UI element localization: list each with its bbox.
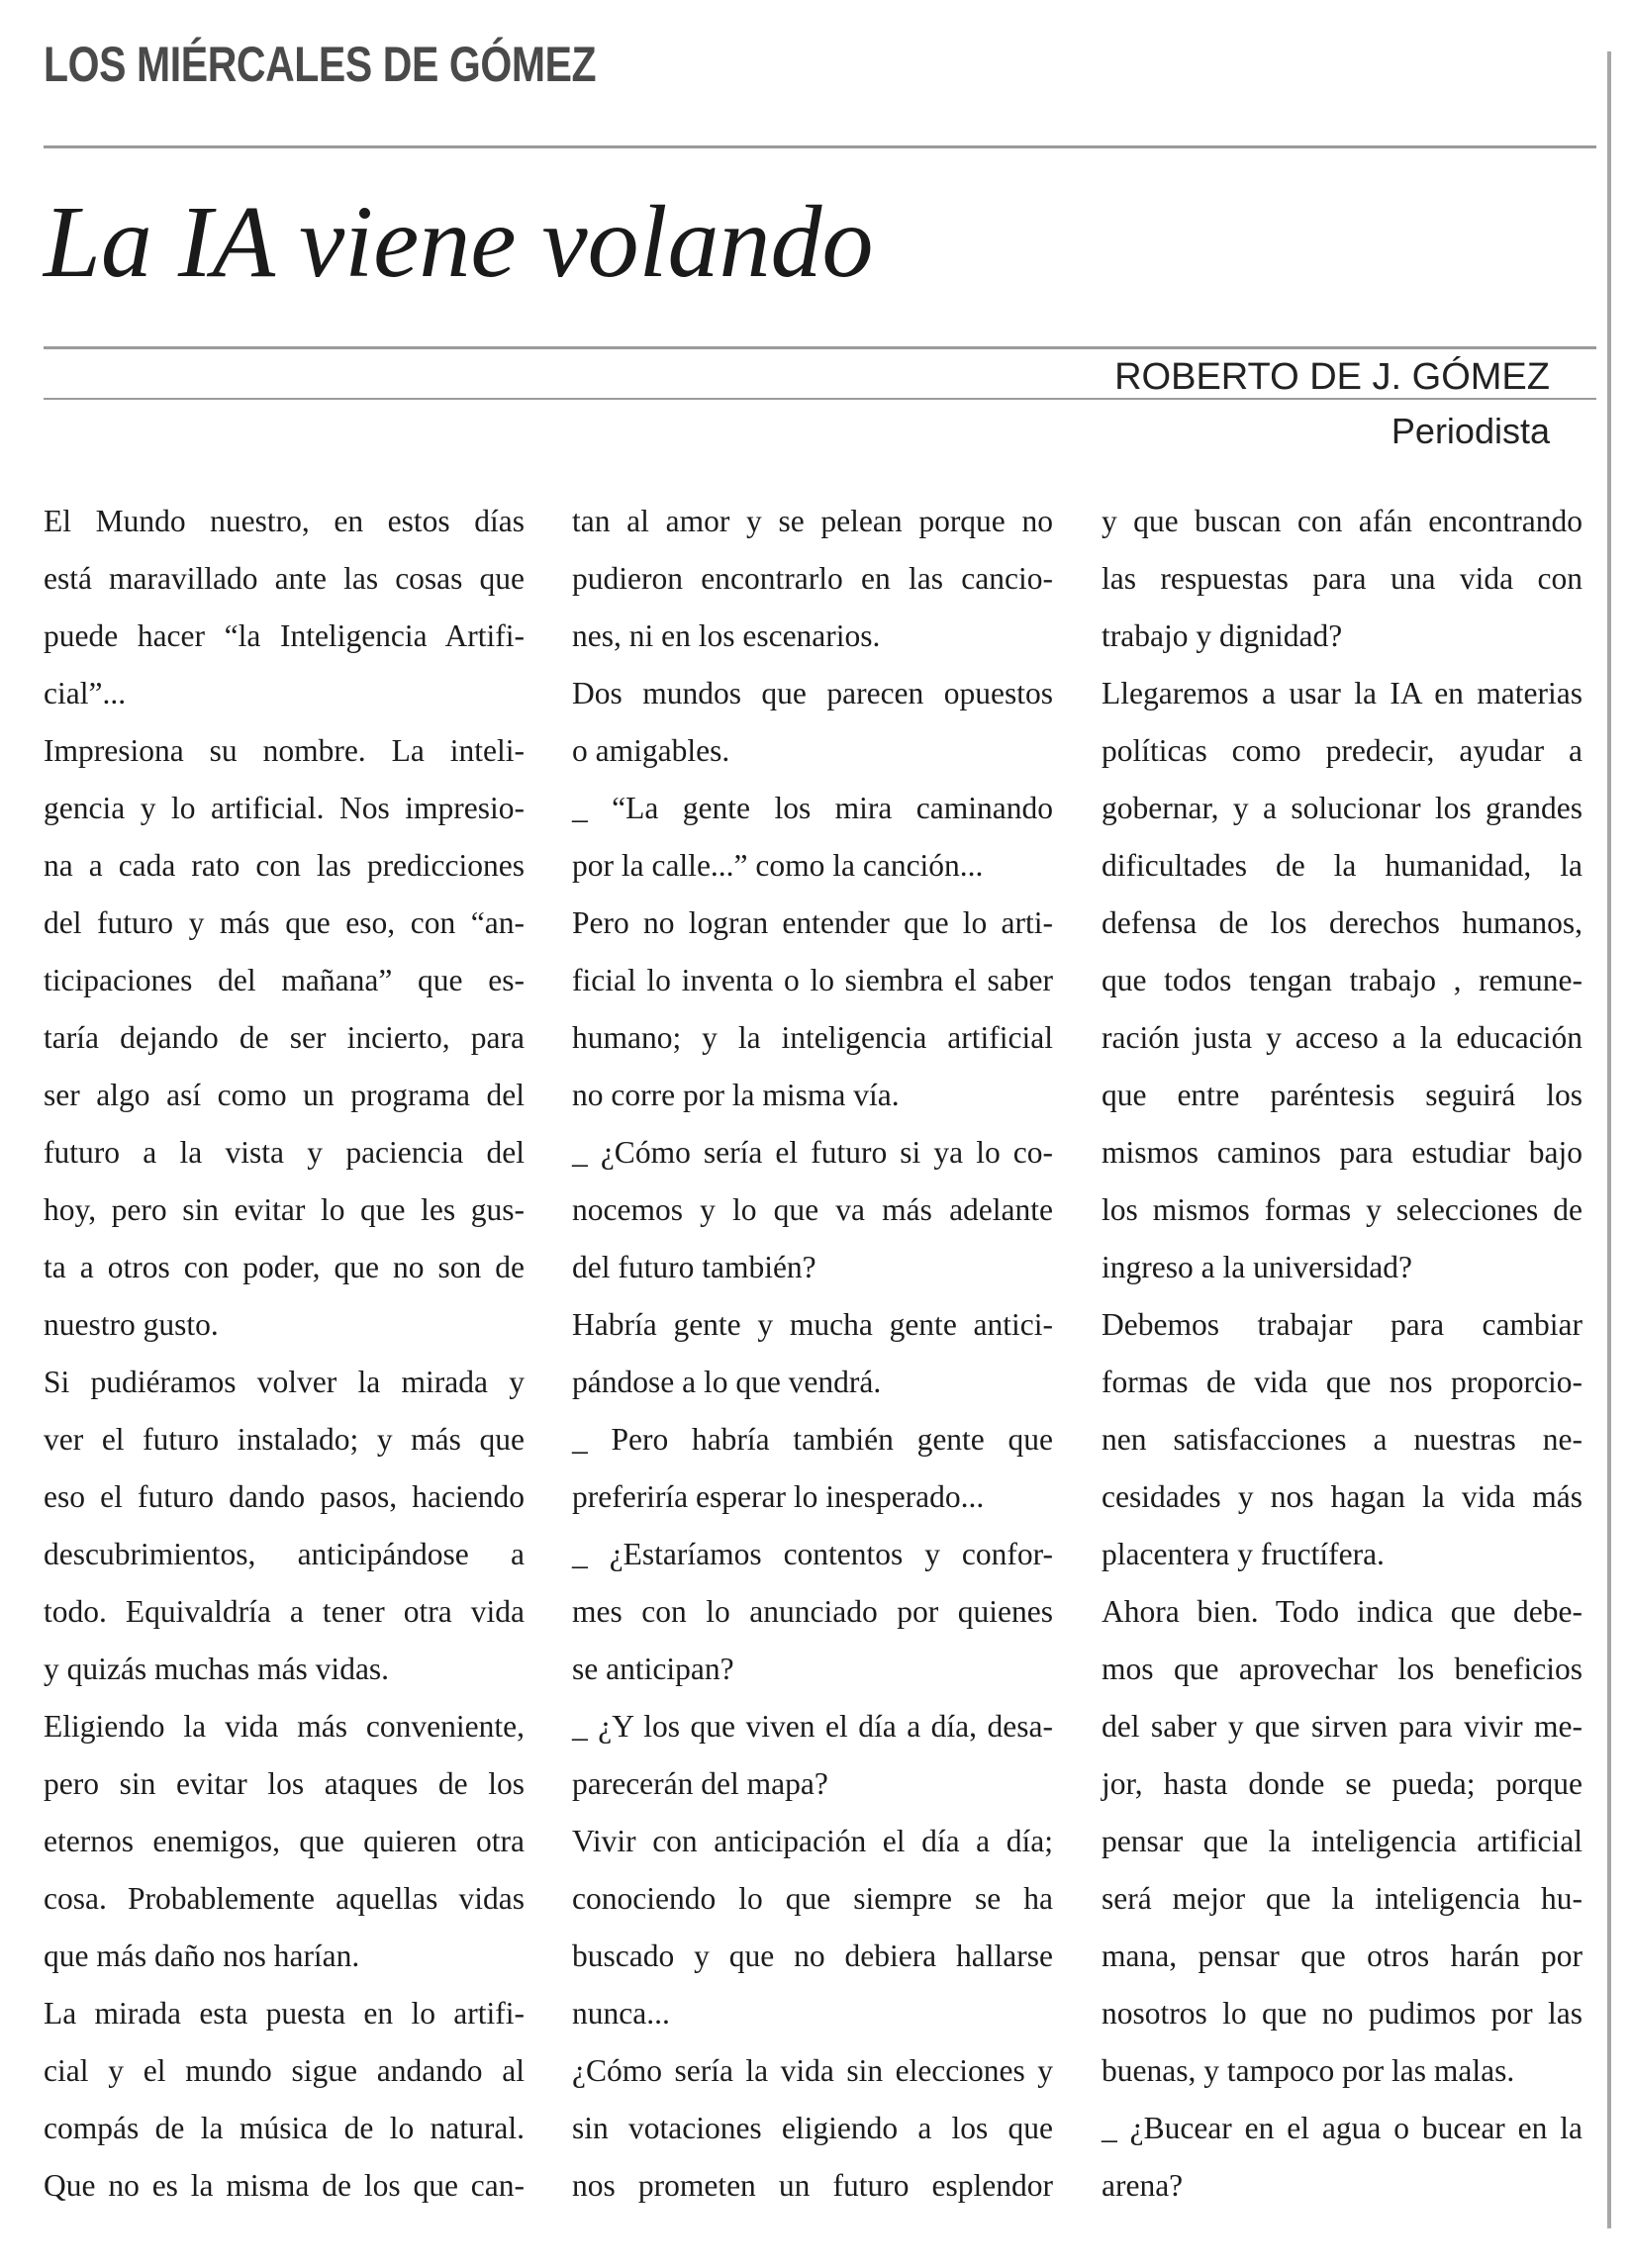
- article-text-line: ración justa y acceso a la educación: [1102, 1020, 1583, 1055]
- article-text-line: mes con lo anunciado por quienes: [572, 1594, 1053, 1629]
- article-text-line: Pero no logran entender que lo arti-: [572, 905, 1053, 940]
- article-text-line: cial y el mundo sigue andando al: [44, 2053, 525, 2088]
- article-text-line: Si pudiéramos volver la mirada y: [44, 1365, 525, 1399]
- article-text-line: tan al amor y se pelean porque no: [572, 504, 1053, 538]
- article-text-line: será mejor que la inteligencia hu-: [1102, 1881, 1583, 1916]
- article-text-line: eternos enemigos, que quieren otra: [44, 1824, 525, 1858]
- article-text-line: está maravillado ante las cosas que: [44, 561, 525, 596]
- article-text-line: ¿Cómo sería la vida sin elecciones y: [572, 2053, 1053, 2088]
- article-text-line: las respuestas para una vida con: [1102, 561, 1583, 596]
- article-text-line: cesidades y nos hagan la vida más: [1102, 1479, 1583, 1514]
- article-text-line: parecerán del mapa?: [572, 1766, 828, 1801]
- article-text-line: pudieron encontrarlo en las cancio-: [572, 561, 1053, 596]
- article-text-line: humano; y la inteligencia artificial: [572, 1020, 1053, 1055]
- author-name: ROBERTO DE J. GÓMEZ: [1114, 356, 1550, 398]
- article-text-line: nunca...: [572, 1996, 670, 2031]
- article-text-line: no corre por la misma vía.: [572, 1078, 900, 1112]
- article-text-line: mana, pensar que otros harán por: [1102, 1938, 1583, 1973]
- article-text-line: arena?: [1102, 2168, 1184, 2203]
- article-text-line: El Mundo nuestro, en estos días: [44, 504, 525, 538]
- article-text-line: Que no es la misma de los que can-: [44, 2168, 525, 2203]
- article-text-line: eso el futuro dando pasos, haciendo: [44, 1479, 525, 1514]
- article-column-2: [572, 493, 1053, 2215]
- article-text-line: Vivir con anticipación el día a día;: [572, 1824, 1053, 1858]
- article-text-line: nes, ni en los escenarios.: [572, 618, 881, 653]
- article-text-line: nosotros lo que no pudimos por las: [1102, 1996, 1583, 2031]
- headline: La IA viene volando: [44, 185, 874, 299]
- article-text-line: na a cada rato con las predicciones: [44, 848, 525, 883]
- article-text-line: que todos tengan trabajo , remune-: [1102, 963, 1583, 997]
- article-text-line: _ ¿Y los que viven el día a día, desa-: [572, 1709, 1053, 1744]
- article-text-line: _ ¿Bucear en el agua o bucear en la: [1102, 2111, 1583, 2145]
- article-text-line: ticipaciones del mañana” que es-: [44, 963, 525, 997]
- article-text-line: _ Pero habría también gente que: [572, 1422, 1053, 1457]
- article-text-line: políticas como predecir, ayudar a: [1102, 733, 1583, 768]
- article-text-line: nen satisfacciones a nuestras ne-: [1102, 1422, 1583, 1457]
- article-text-line: jor, hasta donde se pueda; porque: [1102, 1766, 1583, 1801]
- article-text-line: taría dejando de ser incierto, para: [44, 1020, 525, 1055]
- article-text-line: conociendo lo que siempre se ha: [572, 1881, 1053, 1916]
- article-text-line: o amigables.: [572, 733, 730, 768]
- article-text-line: Debemos trabajar para cambiar: [1102, 1307, 1583, 1342]
- article-text-line: compás de la música de lo natural.: [44, 2111, 525, 2145]
- article-text-line: dificultades de la humanidad, la: [1102, 848, 1583, 883]
- article-text-line: Llegaremos a usar la IA en materias: [1102, 676, 1583, 710]
- article-text-line: y quizás muchas más vidas.: [44, 1652, 390, 1686]
- article-text-line: ficial lo inventa o lo siembra el saber: [572, 963, 1053, 997]
- article-text-line: Eligiendo la vida más conveniente,: [44, 1709, 525, 1744]
- article-text-line: buenas, y tampoco por las malas.: [1102, 2053, 1515, 2088]
- page-right-border: [1607, 51, 1611, 2228]
- article-text-line: puede hacer “la Inteligencia Artifi-: [44, 618, 525, 653]
- article-text-line: buscado y que no debiera hallarse: [572, 1938, 1053, 1973]
- article-text-line: Ahora bien. Todo indica que debe-: [1102, 1594, 1583, 1629]
- article-text-line: cial”...: [44, 676, 127, 710]
- article-text-line: placentera y fructífera.: [1102, 1537, 1385, 1571]
- article-text-line: futuro a la vista y paciencia del: [44, 1135, 525, 1170]
- article-text-line: Dos mundos que parecen opuestos: [572, 676, 1053, 710]
- article-text-line: se anticipan?: [572, 1652, 734, 1686]
- article-text-line: sin votaciones eligiendo a los que: [572, 2111, 1053, 2145]
- article-text-line: todo. Equivaldría a tener otra vida: [44, 1594, 525, 1629]
- article-text-line: descubrimientos, anticipándose a: [44, 1537, 525, 1571]
- article-text-line: Habría gente y mucha gente antici-: [572, 1307, 1053, 1342]
- article-text-line: cosa. Probablemente aquellas vidas: [44, 1881, 525, 1916]
- article-text-line: _ ¿Estaríamos contentos y confor-: [572, 1537, 1053, 1571]
- article-text-line: pero sin evitar los ataques de los: [44, 1766, 525, 1801]
- article-text-line: gobernar, y a solucionar los grandes: [1102, 791, 1583, 825]
- article-text-line: trabajo y dignidad?: [1102, 618, 1343, 653]
- article-text-line: gencia y lo artificial. Nos impresio-: [44, 791, 525, 825]
- article-text-line: y que buscan con afán encontrando: [1102, 504, 1583, 538]
- author-role: Periodista: [1391, 411, 1550, 451]
- article-text-line: ta a otros con poder, que no son de: [44, 1250, 525, 1284]
- article-text-line: ser algo así como un programa del: [44, 1078, 525, 1112]
- article-text-line: del saber y que sirven para vivir me-: [1102, 1709, 1583, 1744]
- article-text-line: nos prometen un futuro esplendor: [572, 2168, 1053, 2203]
- article-text-line: hoy, pero sin evitar lo que les gus-: [44, 1192, 525, 1227]
- article-text-line: mismos caminos para estudiar bajo: [1102, 1135, 1583, 1170]
- article-column-3: [1102, 493, 1583, 2215]
- article-text-line: ver el futuro instalado; y más que: [44, 1422, 525, 1457]
- article-text-line: nocemos y lo que va más adelante: [572, 1192, 1053, 1227]
- top-divider: [44, 145, 1596, 148]
- article-text-line: Impresiona su nombre. La inteli-: [44, 733, 525, 768]
- section-label: LOS MIÉRCALES DE GÓMEZ: [44, 37, 597, 92]
- article-text-line: preferiría esperar lo inesperado...: [572, 1479, 985, 1514]
- article-text-line: que entre paréntesis seguirá los: [1102, 1078, 1583, 1112]
- article-text-line: _ ¿Cómo sería el futuro si ya lo co-: [572, 1135, 1053, 1170]
- byline-divider-upper: [44, 346, 1596, 349]
- article-text-line: los mismos formas y selecciones de: [1102, 1192, 1583, 1227]
- article-text-line: pensar que la inteligencia artificial: [1102, 1824, 1583, 1858]
- article-text-line: ingreso a la universidad?: [1102, 1250, 1413, 1284]
- article-column-1: [44, 493, 525, 2215]
- article-text-line: por la calle...” como la canción...: [572, 848, 984, 883]
- article-text-line: pándose a lo que vendrá.: [572, 1365, 882, 1399]
- article-text-line: del futuro también?: [572, 1250, 816, 1284]
- article-text-line: mos que aprovechar los beneficios: [1102, 1652, 1583, 1686]
- article-text-line: defensa de los derechos humanos,: [1102, 905, 1583, 940]
- article-text-line: formas de vida que nos proporcio-: [1102, 1365, 1583, 1399]
- article-text-line: La mirada esta puesta en lo artifi-: [44, 1996, 525, 2031]
- article-text-line: _ “La gente los mira caminando: [572, 791, 1053, 825]
- article-text-line: que más daño nos harían.: [44, 1938, 360, 1973]
- article-text-line: del futuro y más que eso, con “an-: [44, 905, 525, 940]
- article-text-line: nuestro gusto.: [44, 1307, 219, 1342]
